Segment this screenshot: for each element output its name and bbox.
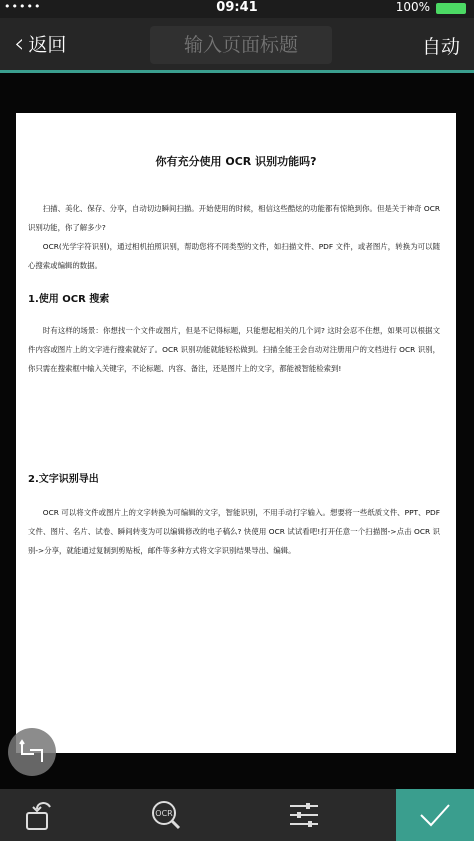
section-1-title: 1.使用 OCR 搜索 xyxy=(28,294,110,305)
crop-toggle-button[interactable] xyxy=(8,728,56,776)
back-button[interactable] xyxy=(14,30,66,57)
page-title-input[interactable] xyxy=(150,26,332,64)
battery-percent: 100% xyxy=(395,0,430,14)
auto-button[interactable]: 自动 xyxy=(421,36,460,58)
rotate-icon xyxy=(23,797,57,833)
bottom-toolbar xyxy=(0,789,474,841)
status-time: 09:41 xyxy=(216,0,258,15)
chevron-left-icon: ‹ xyxy=(14,28,25,59)
confirm-button[interactable] xyxy=(396,789,474,841)
signal-indicator: ••••• xyxy=(4,0,42,13)
rotate-button[interactable] xyxy=(0,789,80,841)
status-bar xyxy=(0,0,474,18)
section-1-paragraph: 时有这样的场景：你想找一个文件或图片，但是不记得标题，只能想起相关的几个词? 这时会忍不住想，如果可以根据文件内容或图片上的文字进行搜索就好了。OCR 识别功能就能轻松做到。扫描全能王会自动对注册用户的文档进行 OCR 识别，你只需在搜索框中输入关键字，不论标题、内容、备注，还是图片上的文字，都能被智能检索到! xyxy=(28,326,440,373)
section-2-title: 2.文字识别导出 xyxy=(28,474,99,485)
battery-icon xyxy=(436,3,466,14)
intro-paragraph-1: 扫描、美化、保存、分享，自动切边瞬间扫描。开始使用的时候，相信这些酷炫的功能都有惊艳到你。但是关于神奇 OCR 识别功能，你了解多少? xyxy=(28,204,440,232)
crop-icon xyxy=(17,738,47,766)
nav-bar xyxy=(0,18,474,73)
adjust-button[interactable] xyxy=(264,789,344,841)
ocr-button[interactable] xyxy=(126,789,206,841)
checkmark-icon xyxy=(417,801,453,829)
intro-paragraph-2: OCR(光学字符识别)，通过相机拍照识别，帮助您将不同类型的文件，如扫描文件、PDF 文件，或者图片，转换为可以随心搜索或编辑的数据。 xyxy=(28,242,440,270)
document-canvas xyxy=(0,73,474,789)
section-2-paragraph: OCR 可以将文件或图片上的文字转换为可编辑的文字，智能识别，不用手动打字输入。想要将一些纸质文件、PPT、PDF 文件、图片、名片、试卷、瞬间转变为可以编辑修改的电子稿么? 快使用 OCR 试试看吧!打开任意一个扫描图->点击 OCR 识别->分享，就能通过复制到剪贴板，邮件等多种方式将文字识别结果导出、编辑。 xyxy=(28,508,440,555)
adjust-icon xyxy=(288,800,320,830)
back-label: 返回 xyxy=(28,34,67,56)
document-page xyxy=(16,113,456,753)
document-title: 你有充分使用 OCR 识别功能吗? xyxy=(155,155,317,168)
ocr-icon-label: OCR xyxy=(155,809,173,818)
ocr-icon xyxy=(148,797,184,833)
